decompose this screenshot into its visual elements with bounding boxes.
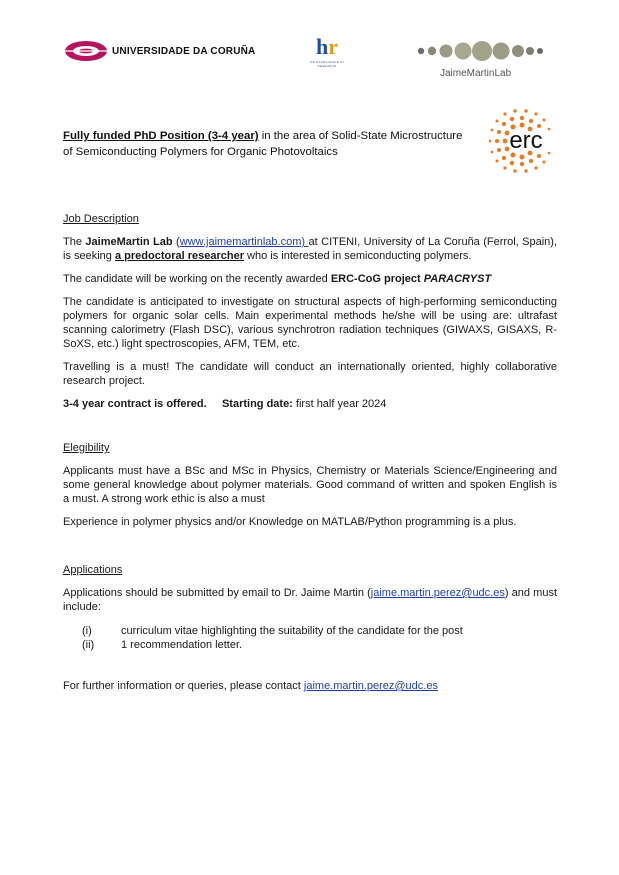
experience-paragraph: Experience in polymer physics and/or Knowledge on MATLAB/Python programming is a plus. <box>63 516 517 528</box>
methods-paragraph: The candidate is anticipated to investigate on structural aspects of high-performing semiconducting polymers for organic solar cells. Main experimental methods he/she will be using are: ultrafast scanning calorimetry (Flash DSC), various synchrotron radiation techniques (GIWAXS, GISAXS, R-SoXS, etc.) light spectroscopies, AFM, TEM, etc. <box>63 296 557 350</box>
hr-excellence-logo <box>306 36 348 68</box>
applications-paragraph: Applications should be submitted by email to Dr. Jaime Martin (jaime.martin.perez@udc.es) and must include: <box>63 587 557 613</box>
job-description-heading: Job Description <box>63 213 139 225</box>
eligibility-heading: Elegibility <box>63 442 110 454</box>
erc-logo-icon <box>480 104 560 178</box>
email-link[interactable]: jaime.martin.perez@udc.es <box>370 587 505 599</box>
udc-name: UNIVERSIDADE DA CORUÑA <box>112 45 256 57</box>
title-rest: in the area of Solid-State Microstructure of Semiconducting Polymers for Organic Photovoltaics <box>63 130 463 158</box>
jaimemartinlab-logo <box>416 40 546 79</box>
lab-dots-icon <box>416 40 546 62</box>
erc-text: erc <box>509 127 543 154</box>
lab-website-link[interactable]: www.jaimemartinlab.com) <box>179 236 309 248</box>
travel-paragraph: Travelling is a must! The candidate will conduct an internationally oriented, highly collaborative research project. <box>63 361 557 387</box>
job-description-section <box>63 212 557 411</box>
contract-paragraph: 3-4 year contract is offered. Starting date: first half year 2024 <box>63 398 387 410</box>
job-intro-paragraph: The JaimeMartin Lab (www.jaimemartinlab.com) at CITENI, University of La Coruña (Ferrol, Spain), is seeking a predoctoral researcher who is interested in semiconducting polymers. <box>63 236 557 262</box>
udc-emblem-icon <box>64 40 108 62</box>
list-item: (i) curriculum vitae highlighting the suitability of the candidate for the post <box>82 625 463 637</box>
eligibility-paragraph: Applicants must have a BSc and MSc in Physics, Chemistry or Materials Science/Engineering and some general knowledge about polymer materials. Good command of written and spoken English is a must. A strong work ethic is also a must <box>63 465 557 505</box>
applications-section <box>63 563 557 693</box>
contact-email-link[interactable]: jaime.martin.perez@udc.es <box>303 680 438 692</box>
position-title <box>63 128 473 160</box>
list-item: (ii) 1 recommendation letter. <box>82 639 243 651</box>
udc-logo <box>64 40 255 62</box>
hr-subtitle: HR EXCELLENCE IN RESEARCH <box>310 60 344 68</box>
hr-mark: hr <box>315 34 338 59</box>
applications-heading: Applications <box>63 564 123 576</box>
project-paragraph: The candidate will be working on the recently awarded ERC-CoG project PARACRYST <box>63 273 492 285</box>
contact-paragraph: For further information or queries, please contact jaime.martin.perez@udc.es <box>63 680 438 692</box>
eligibility-section <box>63 441 557 529</box>
requirements-list <box>63 624 557 652</box>
lab-name: JaimeMartinLab <box>440 68 512 79</box>
title-highlight: Fully funded PhD Position (3-4 year) <box>63 130 259 142</box>
